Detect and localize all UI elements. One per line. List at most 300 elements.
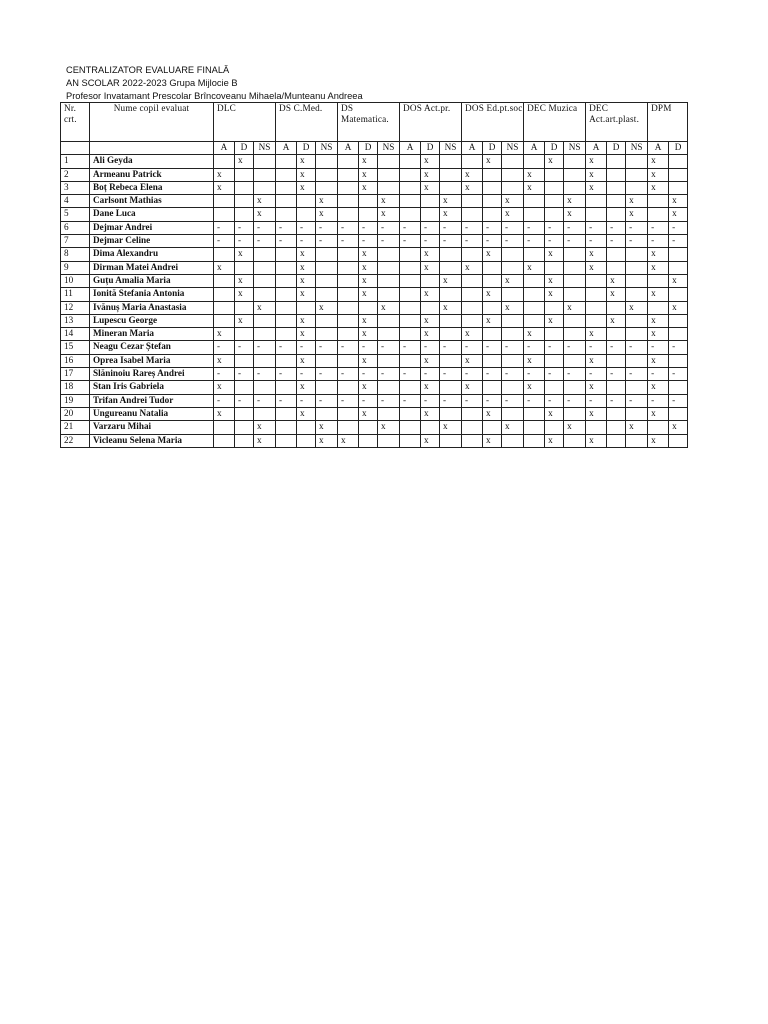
rating-mark (214, 314, 235, 327)
rating-mark: x (421, 288, 440, 301)
rating-mark: x (421, 434, 440, 447)
rating-mark (462, 407, 483, 420)
rating-mark: - (545, 341, 564, 354)
rating-mark: - (338, 368, 359, 381)
rating-subheader: A (400, 142, 421, 155)
rating-mark (378, 181, 400, 194)
rating-mark: - (378, 368, 400, 381)
rating-mark: - (626, 394, 648, 407)
rating-mark: - (400, 235, 421, 248)
rating-mark: - (524, 394, 545, 407)
rating-mark: x (359, 328, 378, 341)
rating-mark (359, 195, 378, 208)
rating-mark (502, 314, 524, 327)
rating-mark (564, 314, 586, 327)
rating-mark: - (254, 394, 276, 407)
rating-mark (626, 328, 648, 341)
rating-mark: - (545, 368, 564, 381)
rating-mark (338, 181, 359, 194)
rating-mark: - (359, 394, 378, 407)
rating-mark: x (524, 354, 545, 367)
rating-mark: - (338, 394, 359, 407)
rating-mark (607, 407, 626, 420)
rating-mark: - (586, 341, 607, 354)
rating-mark (626, 354, 648, 367)
table-row (61, 181, 688, 194)
row-number: 21 (61, 421, 90, 434)
table-row (61, 288, 688, 301)
rating-mark (607, 434, 626, 447)
rating-mark: - (235, 341, 254, 354)
rating-mark (440, 155, 462, 168)
rating-mark (669, 155, 688, 168)
rating-mark (316, 288, 338, 301)
rating-mark (214, 248, 235, 261)
rating-mark (378, 248, 400, 261)
rating-mark: - (297, 221, 316, 234)
rating-mark: x (359, 274, 378, 287)
row-number: 11 (61, 288, 90, 301)
rating-mark (502, 354, 524, 367)
rating-mark: - (502, 235, 524, 248)
rating-mark: - (359, 341, 378, 354)
rating-subheader: A (586, 142, 607, 155)
rating-mark (254, 314, 276, 327)
name-header: Nume copil evaluat (90, 103, 214, 142)
rating-mark (524, 288, 545, 301)
rating-mark (338, 208, 359, 221)
row-number: 2 (61, 168, 90, 181)
row-number: 17 (61, 368, 90, 381)
rating-mark: x (316, 301, 338, 314)
rating-mark: x (524, 181, 545, 194)
rating-mark (338, 328, 359, 341)
rating-mark (502, 261, 524, 274)
rating-mark (564, 434, 586, 447)
rating-mark: x (502, 421, 524, 434)
child-name: Ungureanu Natalia (90, 407, 214, 420)
rating-mark: x (564, 208, 586, 221)
child-name: Dane Luca (90, 208, 214, 221)
rating-mark: - (483, 368, 502, 381)
row-number: 9 (61, 261, 90, 274)
rating-mark: - (502, 394, 524, 407)
rating-mark: x (254, 208, 276, 221)
group-header: DOS Act.pr. (400, 103, 462, 142)
rating-mark: - (400, 394, 421, 407)
rating-mark (400, 434, 421, 447)
table-row (61, 368, 688, 381)
rating-mark (545, 354, 564, 367)
rating-mark (400, 155, 421, 168)
rating-mark: x (669, 195, 688, 208)
row-number: 4 (61, 195, 90, 208)
rating-mark: - (648, 341, 669, 354)
child-name: Ivănuș Maria Anastasia (90, 301, 214, 314)
child-name: Slăninoiu Rareș Andrei (90, 368, 214, 381)
rating-mark (440, 354, 462, 367)
row-number: 10 (61, 274, 90, 287)
rating-mark: - (254, 235, 276, 248)
rating-subheader: D (359, 142, 378, 155)
rating-mark: x (440, 301, 462, 314)
rating-mark (669, 288, 688, 301)
child-name: Ionită Stefania Antonia (90, 288, 214, 301)
rating-mark: x (235, 248, 254, 261)
table-row (61, 155, 688, 168)
rating-subheader: NS (254, 142, 276, 155)
rating-mark (338, 195, 359, 208)
rating-mark: x (586, 248, 607, 261)
rating-mark (483, 301, 502, 314)
rating-mark (440, 314, 462, 327)
rating-mark (316, 274, 338, 287)
rating-mark: x (648, 314, 669, 327)
rating-mark: - (462, 341, 483, 354)
rating-mark (440, 328, 462, 341)
group-header: DS C.Med. (276, 103, 338, 142)
rating-mark: x (316, 434, 338, 447)
rating-mark (214, 434, 235, 447)
rating-mark: - (400, 368, 421, 381)
rating-mark: - (359, 368, 378, 381)
rating-mark: x (564, 421, 586, 434)
rating-mark (483, 195, 502, 208)
rating-mark: x (462, 381, 483, 394)
rating-mark (235, 301, 254, 314)
rating-mark: - (545, 394, 564, 407)
rating-mark (626, 155, 648, 168)
rating-mark: x (297, 181, 316, 194)
rating-mark: x (483, 407, 502, 420)
rating-mark (440, 261, 462, 274)
rating-mark (378, 407, 400, 420)
rating-mark: x (214, 181, 235, 194)
rating-mark (545, 261, 564, 274)
rating-mark (669, 168, 688, 181)
rating-mark (400, 208, 421, 221)
rating-mark: - (564, 221, 586, 234)
rating-mark: x (359, 248, 378, 261)
rating-mark: - (214, 368, 235, 381)
rating-mark (483, 274, 502, 287)
rating-mark (462, 195, 483, 208)
rating-mark (276, 208, 297, 221)
rating-mark (524, 407, 545, 420)
child-name: Guțu Amalia Maria (90, 274, 214, 287)
rating-mark (502, 288, 524, 301)
rating-mark (400, 328, 421, 341)
rating-mark (400, 407, 421, 420)
rating-mark: - (669, 221, 688, 234)
rating-mark (378, 288, 400, 301)
rating-mark (669, 381, 688, 394)
rating-mark (316, 248, 338, 261)
rating-mark: - (338, 235, 359, 248)
rating-mark (235, 434, 254, 447)
rating-mark: - (440, 221, 462, 234)
rating-mark (669, 248, 688, 261)
rating-mark (316, 168, 338, 181)
row-number: 7 (61, 235, 90, 248)
rating-mark (545, 195, 564, 208)
rating-mark (276, 407, 297, 420)
rating-mark (669, 434, 688, 447)
rating-mark (338, 168, 359, 181)
group-header: DLC (214, 103, 276, 142)
rating-mark: - (254, 221, 276, 234)
rating-mark (276, 381, 297, 394)
rating-mark: x (545, 274, 564, 287)
rating-mark: - (421, 341, 440, 354)
rating-mark: x (648, 381, 669, 394)
rating-mark: x (626, 195, 648, 208)
rating-mark: - (297, 368, 316, 381)
rating-mark (276, 261, 297, 274)
rating-mark: x (214, 328, 235, 341)
rating-subheader: A (648, 142, 669, 155)
rating-mark (214, 274, 235, 287)
rating-mark: - (235, 368, 254, 381)
rating-mark: - (235, 394, 254, 407)
rating-mark: - (338, 341, 359, 354)
rating-mark (400, 354, 421, 367)
rating-mark (297, 208, 316, 221)
rating-mark: - (586, 368, 607, 381)
document-header (66, 64, 363, 103)
rating-mark: - (316, 341, 338, 354)
rating-mark: - (276, 235, 297, 248)
rating-mark (483, 328, 502, 341)
rating-mark: - (502, 221, 524, 234)
rating-mark: x (586, 261, 607, 274)
school-year-line: AN SCOLAR 2022-2023 Grupa Mijlocie B (66, 78, 238, 88)
rating-mark: - (462, 221, 483, 234)
rating-mark (316, 314, 338, 327)
rating-mark (524, 434, 545, 447)
rating-mark: x (669, 421, 688, 434)
row-number: 12 (61, 301, 90, 314)
rating-mark (502, 155, 524, 168)
rating-mark: x (316, 195, 338, 208)
rating-mark (483, 381, 502, 394)
rating-mark: x (338, 434, 359, 447)
rating-mark (669, 261, 688, 274)
rating-mark (254, 274, 276, 287)
rating-mark: - (316, 235, 338, 248)
rating-mark (564, 381, 586, 394)
rating-subheader: A (214, 142, 235, 155)
rating-mark (626, 261, 648, 274)
rating-mark: - (607, 221, 626, 234)
rating-mark: - (421, 235, 440, 248)
table-row (61, 168, 688, 181)
rating-mark: - (564, 341, 586, 354)
rating-mark: - (626, 368, 648, 381)
evaluation-table (60, 102, 688, 448)
rating-mark: - (545, 221, 564, 234)
rating-mark (462, 288, 483, 301)
rating-mark (545, 208, 564, 221)
rating-mark (440, 181, 462, 194)
subheader-row (61, 142, 688, 155)
rating-mark (235, 421, 254, 434)
rating-mark: x (648, 248, 669, 261)
rating-mark: x (648, 434, 669, 447)
rating-mark (648, 208, 669, 221)
rating-mark: - (254, 368, 276, 381)
rating-mark: - (626, 235, 648, 248)
rating-mark: - (648, 221, 669, 234)
rating-mark (502, 381, 524, 394)
rating-mark (235, 261, 254, 274)
rating-mark: - (607, 394, 626, 407)
rating-mark: x (297, 261, 316, 274)
rating-mark: x (235, 314, 254, 327)
rating-mark: - (254, 341, 276, 354)
rating-subheader: D (235, 142, 254, 155)
rating-mark: x (440, 421, 462, 434)
rating-mark: x (421, 314, 440, 327)
rating-mark: - (297, 235, 316, 248)
rating-mark: - (483, 221, 502, 234)
rating-subheader: NS (626, 142, 648, 155)
rating-mark (316, 354, 338, 367)
table-row (61, 421, 688, 434)
rating-mark (607, 381, 626, 394)
rating-mark: - (483, 394, 502, 407)
rating-mark (607, 354, 626, 367)
rating-mark (626, 168, 648, 181)
rating-mark (214, 288, 235, 301)
rating-mark (524, 195, 545, 208)
rating-mark (378, 314, 400, 327)
rating-mark: x (648, 407, 669, 420)
rating-mark (400, 288, 421, 301)
table-row (61, 381, 688, 394)
rating-mark (564, 274, 586, 287)
rating-mark: - (378, 235, 400, 248)
table-row (61, 235, 688, 248)
rating-mark (378, 381, 400, 394)
rating-mark (338, 407, 359, 420)
rating-mark (378, 328, 400, 341)
rating-mark: - (316, 221, 338, 234)
rating-mark: x (524, 168, 545, 181)
rating-mark: - (440, 235, 462, 248)
rating-mark (400, 181, 421, 194)
rating-mark: x (502, 274, 524, 287)
rating-mark (338, 314, 359, 327)
table-row (61, 328, 688, 341)
table-row (61, 341, 688, 354)
rating-mark (254, 168, 276, 181)
rating-mark: - (462, 368, 483, 381)
rating-mark: - (421, 394, 440, 407)
rating-mark (338, 354, 359, 367)
rating-mark: x (462, 168, 483, 181)
rating-mark: - (483, 341, 502, 354)
rating-mark: x (214, 381, 235, 394)
rating-mark: - (524, 235, 545, 248)
rating-mark (564, 248, 586, 261)
rating-mark: - (462, 394, 483, 407)
rating-mark (440, 434, 462, 447)
rating-mark (440, 168, 462, 181)
rating-mark (586, 421, 607, 434)
rating-mark: - (276, 341, 297, 354)
rating-mark (214, 421, 235, 434)
subheader-blank (90, 142, 214, 155)
table-row (61, 208, 688, 221)
rating-mark: x (359, 314, 378, 327)
row-number: 15 (61, 341, 90, 354)
rating-mark (607, 301, 626, 314)
table-row (61, 261, 688, 274)
rating-mark: x (545, 434, 564, 447)
table-row (61, 407, 688, 420)
rating-mark: x (297, 288, 316, 301)
rating-mark (462, 301, 483, 314)
child-name: Ali Geyda (90, 155, 214, 168)
rating-mark (626, 381, 648, 394)
group-header: DOS Ed.pt.soc (462, 103, 524, 142)
rating-mark (462, 421, 483, 434)
rating-mark (626, 248, 648, 261)
rating-mark (400, 248, 421, 261)
rating-mark (626, 407, 648, 420)
rating-mark (421, 421, 440, 434)
rating-mark (214, 155, 235, 168)
rating-mark (378, 274, 400, 287)
rating-mark (524, 155, 545, 168)
rating-mark: - (316, 368, 338, 381)
rating-mark: x (214, 354, 235, 367)
row-number: 18 (61, 381, 90, 394)
rating-mark (440, 407, 462, 420)
rating-mark: - (626, 341, 648, 354)
rating-mark (421, 195, 440, 208)
rating-mark: - (483, 235, 502, 248)
rating-mark: x (545, 155, 564, 168)
rating-mark: x (297, 168, 316, 181)
rating-mark (421, 208, 440, 221)
rating-mark (254, 328, 276, 341)
table-row (61, 195, 688, 208)
rating-mark: x (359, 261, 378, 274)
rating-mark: x (297, 381, 316, 394)
rating-mark (254, 288, 276, 301)
rating-mark (214, 301, 235, 314)
rating-subheader: NS (378, 142, 400, 155)
row-number: 6 (61, 221, 90, 234)
rating-mark (235, 195, 254, 208)
rating-mark: - (214, 221, 235, 234)
rating-mark: - (564, 394, 586, 407)
rating-mark (400, 261, 421, 274)
row-number: 8 (61, 248, 90, 261)
rating-mark: - (607, 341, 626, 354)
rating-mark: x (421, 248, 440, 261)
rating-mark (524, 274, 545, 287)
rating-mark (276, 328, 297, 341)
rating-mark (359, 421, 378, 434)
rating-mark: x (378, 195, 400, 208)
rating-mark (276, 155, 297, 168)
rating-mark (254, 248, 276, 261)
rating-mark (564, 168, 586, 181)
rating-mark (276, 434, 297, 447)
